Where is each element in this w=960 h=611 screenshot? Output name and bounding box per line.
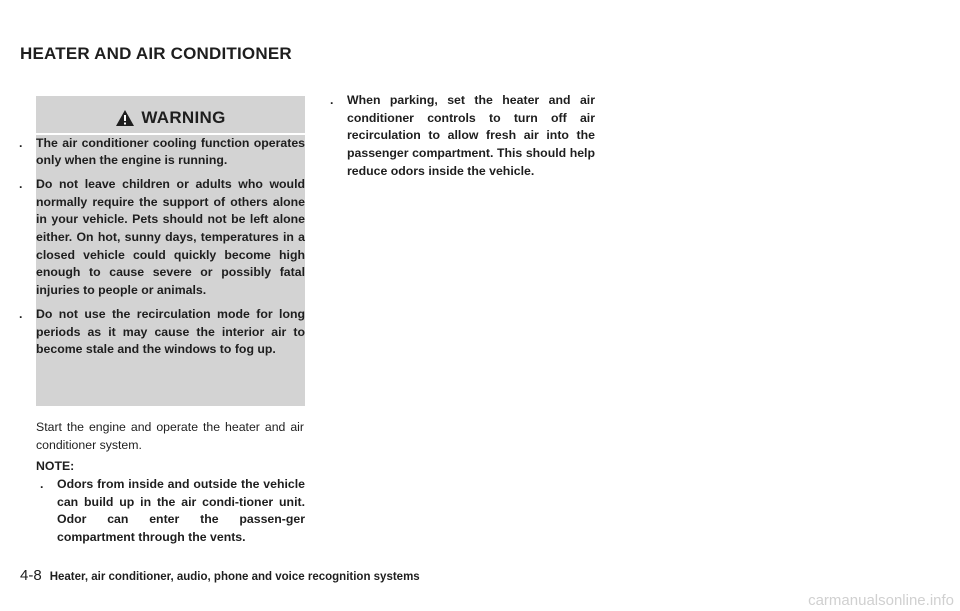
warning-item xyxy=(19,135,305,170)
bullet: . xyxy=(19,176,23,191)
note-item xyxy=(40,476,305,547)
note-item-text: Odors from inside and outside the vehicle can build up in the air condi-tioner unit. Odor can enter the passen-ger compartment through the vents. xyxy=(57,477,305,545)
bullet: . xyxy=(19,135,23,150)
warning-item xyxy=(19,306,305,359)
warning-header xyxy=(36,96,305,130)
warning-item-text: Do not use the recirculation mode for long periods as it may cause the interior air to become stale and the windows to fog up. xyxy=(36,306,305,357)
warning-title: WARNING xyxy=(141,108,226,127)
warning-list xyxy=(19,135,305,359)
warning-item xyxy=(19,176,305,300)
note-list xyxy=(40,476,305,553)
note-label: NOTE: xyxy=(36,459,75,473)
warning-triangle-icon xyxy=(115,109,135,127)
bullet: . xyxy=(40,477,44,491)
footer-title: Heater, air conditioner, audio, phone and voice recognition systems xyxy=(49,571,420,583)
warning-box xyxy=(19,96,305,406)
warning-item-text: Do not leave children or adults who would normally require the support of others alone in your vehicle. Pets should not be left alone either. On hot, sunny days, temperatures in a closed vehicle could quickly become high enough to cause severe or possibly fatal injuries to people or animals. xyxy=(36,176,305,298)
right-column-item xyxy=(330,92,595,181)
warning-item-text: The air conditioner cooling function operates only when the engine is running. xyxy=(36,135,305,168)
right-column-list xyxy=(330,92,595,187)
watermark: carmanualsonline.info xyxy=(808,592,954,609)
right-column-item-text: When parking, set the heater and air conditioner controls to turn off air recirculation to allow fresh air into the passenger compartment. This should help reduce odors inside the vehicle. xyxy=(347,93,595,178)
bullet: . xyxy=(19,306,23,321)
section-title: HEATER AND AIR CONDITIONER xyxy=(20,44,292,63)
page-number: 4-8 xyxy=(20,567,42,584)
page-footer xyxy=(20,567,420,584)
bullet: . xyxy=(330,93,334,107)
body-paragraph: Start the engine and operate the heater and air conditioner system. xyxy=(36,420,304,452)
